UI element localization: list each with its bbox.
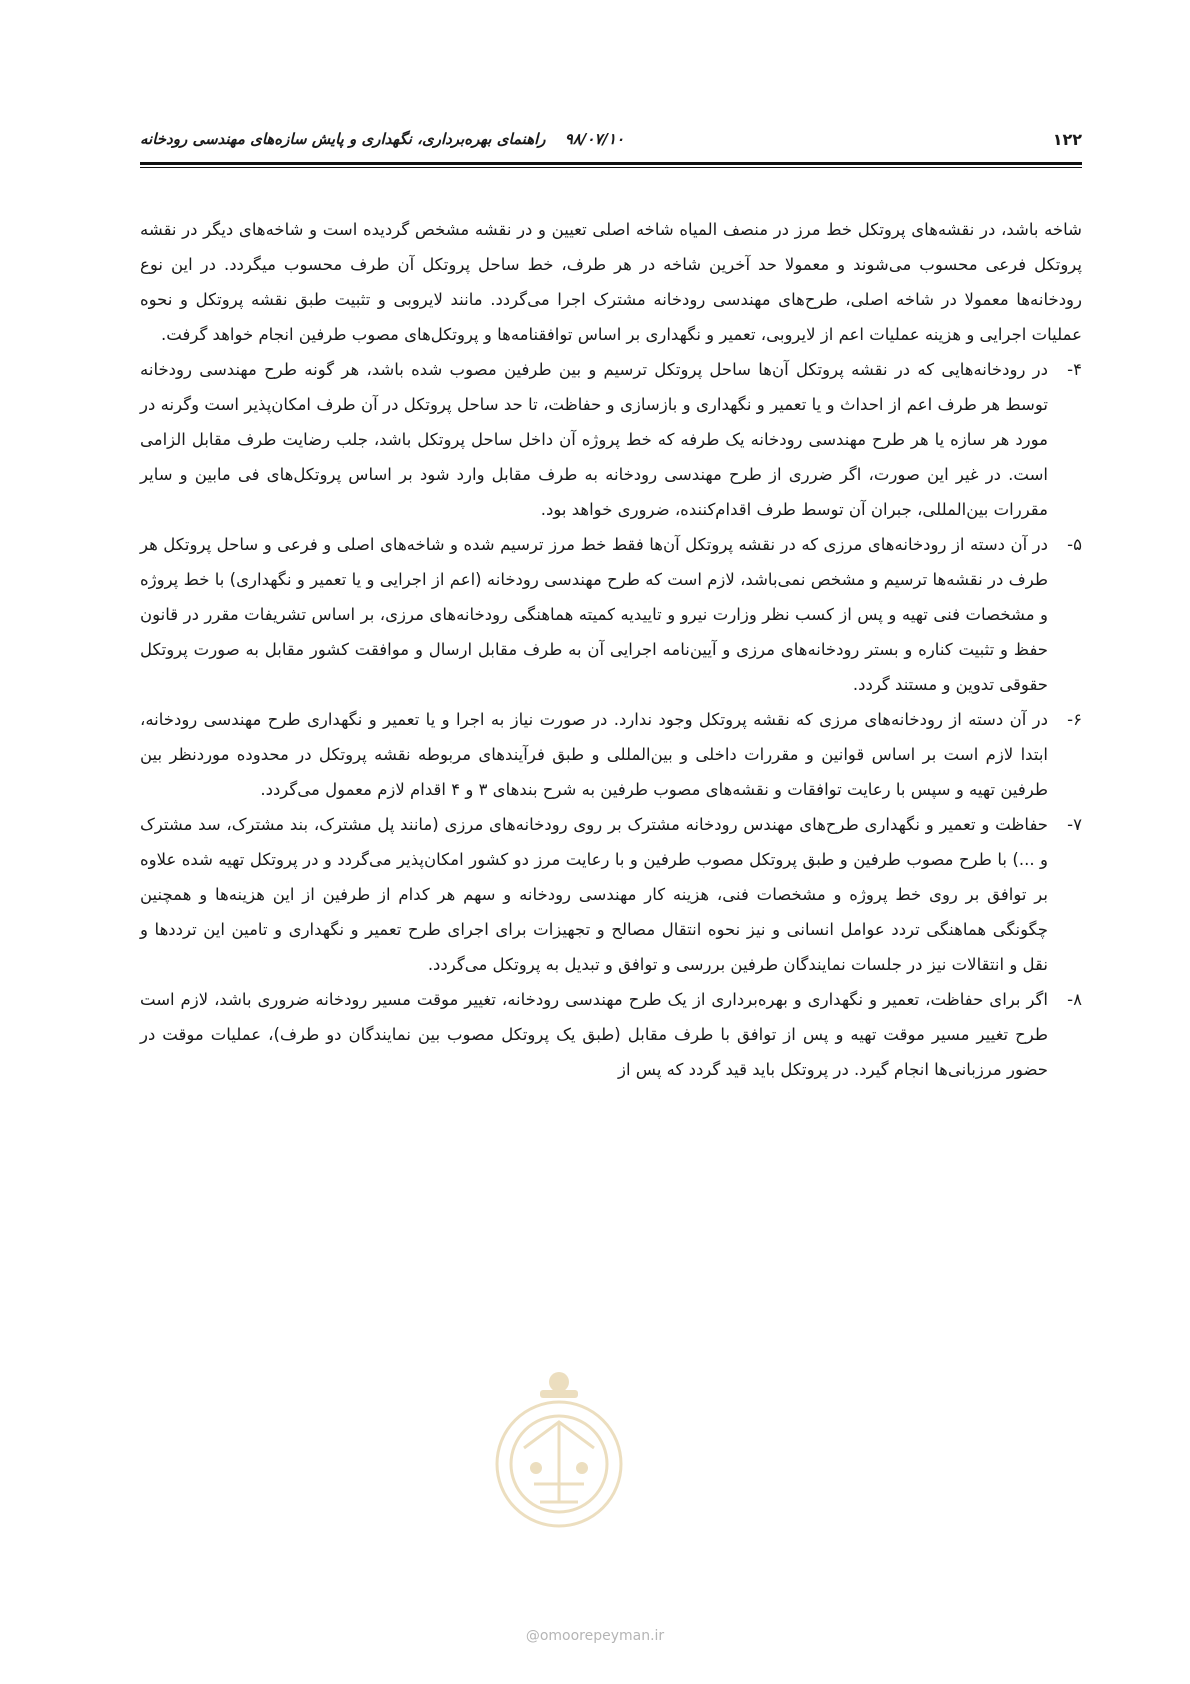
intro-paragraph: شاخه باشد، در نقشه‌های پروتکل خط مرز در منصف المیاه شاخه اصلی تعیین و در نقشه مشخص گردیده است و شاخه‌های دیگر در نقشه پروتکل فرعی محسوب می‌شوند و معمولا حد آخرین شاخه در هر طرف، خط ساحل پروتکل آن طرف محسوب میگردد. در این نوع رودخانه‌ها معمولا در شاخه اصلی، طرح‌های مهندسی رودخانه مشترک اجرا می‌گردد. مانند لایروبی و تثبیت طبق نقشه پروتکل و نحوه عملیات اجرایی و هزینه عملیات اعم از لایروبی، تعمیر و نگهداری بر اساس توافقنامه‌ها و پروتکل‌های مصوب طرفین انجام خواهد گرفت. [140, 220, 1082, 344]
header-date: ۹۸/۰۷/۱۰ [564, 130, 625, 148]
list-item-6 [140, 702, 1082, 807]
list-item-5 [140, 527, 1082, 702]
running-title [140, 130, 624, 148]
body-content [140, 212, 1082, 1087]
item-number: ۷- [1067, 815, 1082, 834]
list-item-8 [140, 982, 1082, 1087]
item-text: حفاظت و تعمیر و نگهداری طرح‌های مهندس رودخانه مشترک بر روی رودخانه‌های مرزی (مانند پل مشترک، بند مشترک، سد مشترک و ...) با طرح مصوب طرفین و طبق پروتکل مصوب طرفین و با رعایت مرز دو کشور امکان‌پذیر می‌گردد و در پروتکل تهیه شده علاوه بر توافق بر روی خط پروژه و مشخصات فنی، هزینه کار مهندسی رودخانه و سهم هر کدام از طرفین از این هزینه‌ها و همچنین چگونگی هماهنگی تردد عوامل انسانی و نیز نحوه انتقال مصالح و تجهیزات برای اجرای طرح تعمیر و نگهداری و تامین این ترددها و نقل و انتقالات نیز در جلسات نمایندگان طرفین بررسی و توافق و تبدیل به پروتکل می‌گردد. [140, 815, 1048, 974]
page-header [140, 124, 1082, 164]
list-item-4 [140, 352, 1082, 527]
list-item-7 [140, 807, 1082, 982]
item-number: ۸- [1067, 990, 1082, 1009]
header-title: راهنمای بهره‌برداری، نگهداری و پایش سازه‌های مهندسی رودخانه [140, 130, 546, 148]
header-rule-thin [140, 167, 1082, 168]
item-text: در رودخانه‌هایی که در نقشه پروتکل آن‌ها ساحل پروتکل ترسیم و بین طرفین مصوب شده باشد، هر گونه طرح مهندسی رودخانه توسط هر طرف اعم از احداث و یا تعمیر و نگهداری و بازسازی و حفاظت، تا حد ساحل پروتکل در آن طرف امکان‌پذیر است وگرنه در مورد هر سازه یا هر طرح مهندسی رودخانه یک طرفه که خط پروژه آن داخل ساحل پروتکل باشد، جلب رضایت طرف مقابل الزامی است. در غیر این صورت، اگر ضرری از طرح مهندسی رودخانه به طرف مقابل وارد شود بر اساس پروتکل‌های فی مابین و سایر مقررات بین‌المللی، جبران آن توسط طرف اقدام‌کننده، ضروری خواهد بود. [140, 360, 1048, 519]
item-text: در آن دسته از رودخانه‌های مرزی که در نقشه پروتکل آن‌ها فقط خط مرز ترسیم شده و شاخه‌های اصلی و فرعی و ساحل پروتکل هر طرف در نقشه‌ها ترسیم و مشخص نمی‌باشد، لازم است که طرح مهندسی رودخانه (اعم از اجرایی و یا تعمیر و نگهداری) با خط پروژه و مشخصات فنی تهیه و پس از کسب نظر وزارت نیرو و تاییدیه کمیته هماهنگی رودخانه‌های مرزی، بر اساس تشریفات مقرر در قانون حفظ و تثبیت کناره و بستر رودخانه‌های مرزی و آیین‌نامه اجرایی آن به طرف مقابل ارسال و موافقت کشور مقابل به صورت پروتکل حقوقی تدوین و مستند گردد. [140, 535, 1048, 694]
item-number: ۵- [1067, 535, 1082, 554]
item-number: ۶- [1067, 710, 1082, 729]
footer-website: @omoorepeyman.ir [525, 1628, 665, 1644]
item-number: ۴- [1067, 360, 1082, 379]
seal-logo-icon [484, 1352, 634, 1542]
page-number: ۱۲۲ [1052, 130, 1082, 149]
item-text: در آن دسته از رودخانه‌های مرزی که نقشه پروتکل وجود ندارد. در صورت نیاز به اجرا و یا تعمیر و نگهداری طرح مهندسی رودخانه، ابتدا لازم است بر اساس قوانین و مقررات داخلی و بین‌المللی و طبق فرآیندهای مربوطه نقشه پروتکل در محدوده موردنظر بین طرفین تهیه و سپس با رعایت توافقات و نقشه‌های مصوب طرفین به شرح بندهای ۳ و ۴ اقدام لازم معمول می‌گردد. [140, 710, 1048, 799]
item-text: اگر برای حفاظت، تعمیر و نگهداری و بهره‌برداری از یک طرح مهندسی رودخانه، تغییر موقت مسیر رودخانه ضروری باشد، لازم است طرح تغییر مسیر موقت تهیه و پس از توافق با طرف مقابل (طبق یک پروتکل مصوب بین نمایندگان دو طرف)، عملیات موقت در حضور مرزبانی‌ها انجام گیرد. در پروتکل باید قید گردد که پس از [140, 990, 1048, 1079]
header-rule-thick [140, 162, 1082, 165]
